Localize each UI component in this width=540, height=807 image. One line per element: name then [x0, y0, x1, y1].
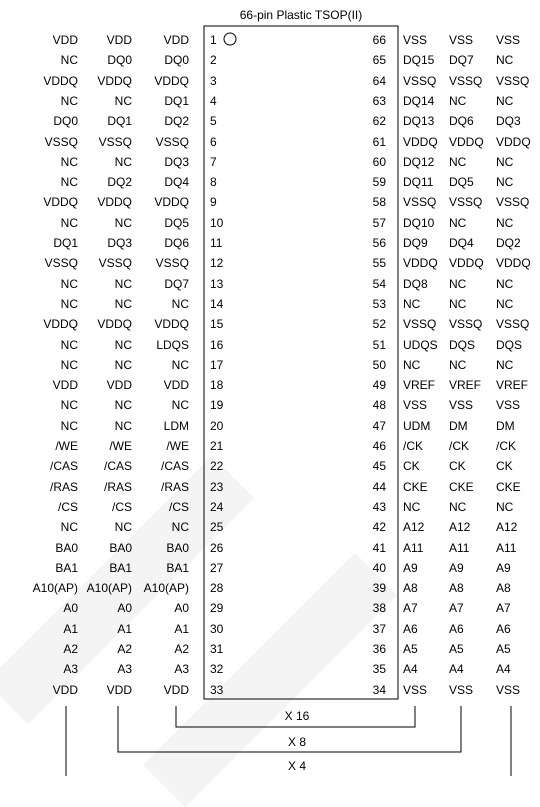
- right-pin-x8-label: A12: [449, 520, 471, 535]
- left-pin-x16-label: VDD: [163, 378, 189, 393]
- left-pin-number: 24: [210, 499, 224, 514]
- left-pin-x4-label: VDDQ: [43, 73, 78, 88]
- right-pin-x16-label: A4: [403, 662, 418, 677]
- right-pin-number: 57: [372, 215, 386, 230]
- left-pin-x8-label: NC: [114, 418, 132, 433]
- left-pin-x8-label: DQ0: [107, 53, 132, 68]
- right-pin-x8-label: A5: [449, 642, 464, 656]
- left-pin-x16-label: A1: [174, 621, 189, 636]
- left-pin-x16-label: NC: [171, 357, 189, 372]
- left-pin-number: 21: [210, 439, 224, 453]
- right-pin-x8-label: DQS: [449, 337, 476, 352]
- left-pin-x8-label: NC: [114, 154, 132, 169]
- right-pin-x4-label: NC: [496, 357, 514, 372]
- left-pin-x4-label: DQ1: [53, 236, 78, 250]
- left-pin-x4-label: NC: [60, 520, 78, 535]
- left-pin-number: 27: [210, 560, 224, 575]
- left-pin-x4-label: NC: [60, 154, 78, 169]
- right-pin-x4-label: VDDQ: [496, 256, 531, 271]
- right-pin-x4-label: A5: [496, 642, 511, 656]
- right-pin-x8-label: VSSQ: [449, 195, 483, 210]
- right-pin-x8-label: NC: [449, 276, 467, 291]
- right-pin-x16-label: A12: [403, 520, 425, 535]
- left-pin-number: 3: [210, 73, 217, 88]
- right-pin-number: 59: [372, 175, 386, 190]
- left-pin-number: 20: [210, 418, 224, 433]
- left-pin-x16-label: A2: [174, 642, 189, 656]
- right-pin-x16-label: NC: [403, 357, 421, 372]
- left-pin-x8-label: DQ2: [107, 175, 132, 190]
- right-pin-x16-label: DQ14: [403, 93, 435, 108]
- left-pin-x8-label: VSSQ: [98, 134, 132, 149]
- right-pin-x8-label: A8: [449, 581, 464, 596]
- right-pin-x8-label: VSSQ: [449, 317, 483, 332]
- right-pin-x4-label: VSS: [496, 398, 521, 413]
- right-pin-number: 50: [372, 357, 386, 372]
- right-pin-x8-label: A7: [449, 601, 464, 616]
- right-pin-x8-label: NC: [449, 357, 467, 372]
- right-pin-x16-label: VREF: [403, 378, 436, 393]
- left-pin-x4-label: A10(AP): [32, 581, 78, 596]
- right-pin-x16-label: /CK: [403, 439, 424, 453]
- right-pin-x16-label: DQ12: [403, 154, 435, 169]
- left-pin-x8-label: /WE: [109, 439, 132, 453]
- right-pin-x16-label: DQ13: [403, 114, 435, 129]
- right-pin-number: 51: [372, 337, 386, 352]
- left-pin-x16-label: DQ0: [164, 53, 189, 68]
- left-pin-x8-label: /CAS: [103, 459, 132, 474]
- right-pin-x16-label: CKE: [403, 479, 428, 494]
- right-pin-x16-label: UDM: [403, 418, 431, 433]
- left-pin-number: 16: [210, 337, 224, 352]
- left-pin-x16-label: DQ4: [164, 175, 189, 190]
- right-pin-number: 41: [372, 540, 386, 555]
- right-pin-x16-label: VSS: [403, 33, 428, 47]
- left-pin-number: 26: [210, 540, 224, 555]
- left-pin-x4-label: NC: [60, 357, 78, 372]
- left-pin-number: 2: [210, 53, 217, 68]
- right-pin-x4-label: VREF: [496, 378, 529, 393]
- left-pin-x4-label: NC: [60, 53, 78, 68]
- left-pin-x4-label: VSSQ: [44, 134, 78, 149]
- right-pin-x8-label: NC: [449, 93, 467, 108]
- left-pin-number: 14: [210, 296, 224, 311]
- right-pin-x4-label: NC: [496, 154, 514, 169]
- left-pin-x8-label: NC: [114, 337, 132, 352]
- right-pin-x8-label: DQ5: [449, 175, 474, 190]
- left-pin-x4-label: NC: [60, 93, 78, 108]
- right-pin-x16-label: DQ15: [403, 53, 435, 68]
- left-pin-x8-label: A3: [117, 662, 132, 677]
- left-pin-number: 6: [210, 134, 217, 149]
- left-pin-x16-label: DQ3: [164, 154, 189, 169]
- left-pin-x16-label: BA0: [166, 540, 189, 555]
- right-pin-x4-label: DQ3: [496, 114, 521, 129]
- right-pin-x4-label: VSS: [496, 33, 521, 47]
- left-pin-x8-label: A10(AP): [86, 581, 132, 596]
- right-pin-x16-label: CK: [403, 459, 420, 474]
- right-pin-x8-label: NC: [449, 296, 467, 311]
- left-pin-x4-label: BA0: [55, 540, 78, 555]
- right-pin-number: 36: [372, 642, 386, 656]
- right-pin-number: 65: [372, 53, 386, 68]
- left-pin-x8-label: A2: [117, 642, 132, 656]
- right-pin-x4-label: CK: [496, 459, 513, 474]
- right-pin-number: 55: [372, 256, 386, 271]
- right-pin-x16-label: A8: [403, 581, 418, 596]
- right-pin-number: 58: [372, 195, 386, 210]
- left-pin-x4-label: VDDQ: [43, 195, 78, 210]
- left-pin-number: 9: [210, 195, 217, 210]
- right-pin-x4-label: VSSQ: [496, 73, 530, 88]
- right-pin-x8-label: VSS: [449, 682, 474, 697]
- left-pin-number: 10: [210, 215, 224, 230]
- left-pin-number: 22: [210, 459, 224, 474]
- left-pin-x4-label: VDD: [52, 682, 78, 697]
- right-pin-number: 56: [372, 236, 386, 250]
- left-pin-x8-label: VDDQ: [97, 317, 132, 332]
- right-pin-number: 37: [372, 621, 386, 636]
- left-pin-x4-label: A0: [63, 601, 78, 616]
- right-pin-x4-label: NC: [496, 175, 514, 190]
- left-pin-x8-label: DQ3: [107, 236, 132, 250]
- left-pin-x4-label: NC: [60, 215, 78, 230]
- right-pin-x8-label: DQ7: [449, 53, 474, 68]
- right-pin-number: 35: [372, 662, 386, 677]
- left-pin-x8-label: A0: [117, 601, 132, 616]
- left-pin-x16-label: /CAS: [160, 459, 189, 474]
- left-pin-number: 8: [210, 175, 217, 190]
- left-pin-x8-label: VSSQ: [98, 256, 132, 271]
- right-pin-x16-label: VSSQ: [403, 317, 437, 332]
- right-pin-number: 40: [372, 560, 386, 575]
- right-pin-x8-label: DQ4: [449, 236, 474, 250]
- left-pin-x4-label: VDD: [52, 33, 78, 47]
- left-pin-x16-label: DQ6: [164, 236, 189, 250]
- right-pin-x8-label: A4: [449, 662, 464, 677]
- left-pin-x4-label: NC: [60, 276, 78, 291]
- left-pin-x16-label: NC: [171, 296, 189, 311]
- left-pin-number: 15: [210, 317, 224, 332]
- right-pin-number: 44: [372, 479, 386, 494]
- right-pin-x8-label: NC: [449, 215, 467, 230]
- left-pin-x8-label: VDD: [106, 378, 132, 393]
- left-pin-x4-label: /CS: [57, 499, 78, 514]
- left-pin-number: 5: [210, 114, 217, 129]
- left-pin-x16-label: A0: [174, 601, 189, 616]
- left-pin-x16-label: DQ1: [164, 93, 189, 108]
- left-pin-x16-label: NC: [171, 398, 189, 413]
- right-pin-x4-label: A9: [496, 560, 511, 575]
- left-pin-x16-label: VDD: [163, 682, 189, 697]
- left-pin-x4-label: VDD: [52, 378, 78, 393]
- right-pin-number: 52: [372, 317, 386, 332]
- right-pin-x16-label: VDDQ: [403, 256, 438, 271]
- left-pin-number: 31: [210, 642, 224, 656]
- left-pin-x8-label: /CS: [111, 499, 132, 514]
- right-pin-number: 46: [372, 439, 386, 453]
- left-pin-number: 29: [210, 601, 224, 616]
- left-pin-x4-label: VDDQ: [43, 317, 78, 332]
- right-pin-x8-label: DQ6: [449, 114, 474, 129]
- left-pin-x16-label: /WE: [166, 439, 189, 453]
- left-pin-x8-label: /RAS: [103, 479, 132, 494]
- left-pin-x16-label: VDD: [163, 33, 189, 47]
- right-pin-x8-label: VDDQ: [449, 256, 484, 271]
- right-pin-x16-label: DQ8: [403, 276, 428, 291]
- left-pin-x8-label: BA0: [109, 540, 132, 555]
- left-pin-x16-label: A10(AP): [143, 581, 189, 596]
- left-pin-x4-label: /CAS: [49, 459, 78, 474]
- right-pin-x4-label: CKE: [496, 479, 521, 494]
- left-pin-x4-label: A2: [63, 642, 78, 656]
- right-pin-x8-label: A11: [449, 540, 470, 555]
- right-pin-x4-label: NC: [496, 499, 514, 514]
- right-pin-number: 60: [372, 154, 386, 169]
- left-pin-number: 17: [210, 357, 224, 372]
- left-pin-x8-label: DQ1: [107, 114, 132, 129]
- right-pin-x8-label: VSS: [449, 33, 474, 47]
- right-pin-x8-label: VDDQ: [449, 134, 484, 149]
- left-pin-x4-label: NC: [60, 418, 78, 433]
- right-pin-x4-label: A6: [496, 621, 511, 636]
- right-pin-number: 54: [372, 276, 386, 291]
- left-pin-x8-label: NC: [114, 398, 132, 413]
- left-pin-x4-label: NC: [60, 175, 78, 190]
- right-pin-x8-label: NC: [449, 154, 467, 169]
- right-pin-x8-label: VSS: [449, 398, 474, 413]
- right-pin-x4-label: VDDQ: [496, 134, 531, 149]
- left-pin-x8-label: VDDQ: [97, 73, 132, 88]
- package-title: 66-pin Plastic TSOP(II): [239, 8, 363, 22]
- right-pin-number: 53: [372, 296, 386, 311]
- right-pin-x4-label: VSSQ: [496, 195, 530, 210]
- left-pin-x8-label: NC: [114, 276, 132, 291]
- left-pin-x16-label: DQ2: [164, 114, 189, 129]
- right-pin-x16-label: A9: [403, 560, 418, 575]
- right-pin-x16-label: VDDQ: [403, 134, 438, 149]
- left-pin-number: 18: [210, 378, 224, 393]
- right-pin-x4-label: A7: [496, 601, 511, 616]
- right-pin-x16-label: NC: [403, 296, 421, 311]
- right-pin-x8-label: VSSQ: [449, 73, 483, 88]
- right-pin-x4-label: NC: [496, 53, 514, 68]
- right-pin-number: 49: [372, 378, 386, 393]
- left-pin-number: 1: [210, 33, 217, 47]
- right-pin-number: 38: [372, 601, 386, 616]
- right-pin-x16-label: VSS: [403, 682, 428, 697]
- left-pin-x8-label: NC: [114, 520, 132, 535]
- left-pin-x4-label: /RAS: [49, 479, 78, 494]
- left-pin-x16-label: VDDQ: [154, 195, 189, 210]
- left-pin-x4-label: NC: [60, 296, 78, 311]
- left-pin-x4-label: A3: [63, 662, 78, 677]
- right-pin-x4-label: DM: [496, 418, 515, 433]
- left-pin-x8-label: NC: [114, 215, 132, 230]
- left-pin-number: 25: [210, 520, 224, 535]
- left-pin-x16-label: BA1: [166, 560, 189, 575]
- left-pin-number: 11: [210, 236, 223, 250]
- right-pin-x16-label: A7: [403, 601, 418, 616]
- left-pin-x16-label: VDDQ: [154, 73, 189, 88]
- right-pin-x4-label: A4: [496, 662, 511, 677]
- left-pin-x16-label: VDDQ: [154, 317, 189, 332]
- right-pin-x4-label: NC: [496, 296, 514, 311]
- right-pin-x4-label: /CK: [496, 439, 517, 453]
- right-pin-x8-label: DM: [449, 418, 468, 433]
- right-pin-x16-label: A11: [403, 540, 424, 555]
- left-pin-x16-label: VSSQ: [155, 256, 189, 271]
- right-pin-x4-label: VSS: [496, 682, 521, 697]
- right-pin-number: 42: [372, 520, 386, 535]
- right-pin-number: 64: [372, 73, 386, 88]
- left-pin-number: 30: [210, 621, 224, 636]
- left-pin-x16-label: /CS: [168, 499, 189, 514]
- left-pin-x16-label: A3: [174, 662, 189, 677]
- right-pin-x16-label: VSSQ: [403, 195, 437, 210]
- left-pin-x8-label: NC: [114, 93, 132, 108]
- left-pin-x4-label: BA1: [55, 560, 78, 575]
- left-pin-x16-label: LDQS: [156, 337, 189, 352]
- label-x16: X 16: [284, 709, 310, 723]
- left-pin-number: 28: [210, 581, 224, 596]
- right-pin-x4-label: A12: [496, 520, 518, 535]
- right-pin-x8-label: /CK: [449, 439, 470, 453]
- right-pin-x4-label: DQS: [496, 337, 523, 352]
- left-pin-number: 7: [210, 154, 217, 169]
- right-pin-x4-label: DQ2: [496, 236, 521, 250]
- left-pin-number: 23: [210, 479, 224, 494]
- left-pin-x16-label: DQ7: [164, 276, 189, 291]
- right-pin-x16-label: DQ10: [403, 215, 435, 230]
- right-pin-x16-label: A6: [403, 621, 418, 636]
- right-pin-x16-label: A5: [403, 642, 418, 656]
- left-pin-number: 32: [210, 662, 224, 677]
- right-pin-x4-label: NC: [496, 215, 514, 230]
- right-pin-number: 47: [372, 418, 386, 433]
- right-pin-x8-label: CK: [449, 459, 466, 474]
- left-pin-x16-label: VSSQ: [155, 134, 189, 149]
- left-pin-x8-label: NC: [114, 357, 132, 372]
- left-pin-x16-label: LDM: [163, 418, 189, 433]
- left-pin-number: 12: [210, 256, 224, 271]
- right-pin-x16-label: UDQS: [403, 337, 438, 352]
- left-pin-x16-label: DQ5: [164, 215, 189, 230]
- right-pin-number: 45: [372, 459, 386, 474]
- left-pin-x4-label: A1: [63, 621, 78, 636]
- right-pin-x16-label: VSSQ: [403, 73, 437, 88]
- left-pin-x8-label: NC: [114, 296, 132, 311]
- label-x8: X 8: [287, 735, 306, 749]
- right-pin-x8-label: A6: [449, 621, 464, 636]
- right-pin-x4-label: A11: [496, 540, 517, 555]
- right-pin-x8-label: CKE: [449, 479, 474, 494]
- right-pin-x16-label: VSS: [403, 398, 428, 413]
- right-pin-x8-label: A9: [449, 560, 464, 575]
- right-pin-x8-label: VREF: [449, 378, 482, 393]
- right-pin-x16-label: DQ11: [403, 175, 434, 190]
- left-pin-x16-label: /RAS: [160, 479, 189, 494]
- left-pin-x8-label: VDD: [106, 682, 132, 697]
- left-pin-x16-label: NC: [171, 520, 189, 535]
- left-pin-x8-label: A1: [117, 621, 132, 636]
- right-pin-number: 61: [372, 134, 386, 149]
- right-pin-x8-label: NC: [449, 499, 467, 514]
- right-pin-number: 62: [372, 114, 386, 129]
- right-pin-x16-label: NC: [403, 499, 421, 514]
- left-pin-x4-label: VSSQ: [44, 256, 78, 271]
- left-pin-x8-label: VDDQ: [97, 195, 132, 210]
- left-pin-x4-label: NC: [60, 398, 78, 413]
- right-pin-number: 39: [372, 581, 386, 596]
- right-pin-number: 34: [372, 682, 386, 697]
- left-pin-number: 13: [210, 276, 224, 291]
- right-pin-x4-label: VSSQ: [496, 317, 530, 332]
- right-pin-x4-label: NC: [496, 276, 514, 291]
- label-x4: X 4: [287, 759, 306, 773]
- right-pin-x4-label: A8: [496, 581, 511, 596]
- right-pin-number: 43: [372, 499, 386, 514]
- right-pin-number: 66: [372, 33, 386, 47]
- right-pin-number: 48: [372, 398, 386, 413]
- left-pin-x4-label: DQ0: [53, 114, 78, 129]
- left-pin-number: 4: [210, 93, 217, 108]
- left-pin-number: 33: [210, 682, 224, 697]
- left-pin-x8-label: BA1: [109, 560, 132, 575]
- right-pin-x16-label: DQ9: [403, 236, 428, 250]
- left-pin-x4-label: /WE: [55, 439, 78, 453]
- left-pin-number: 19: [210, 398, 224, 413]
- left-pin-x8-label: VDD: [106, 33, 132, 47]
- right-pin-number: 63: [372, 93, 386, 108]
- right-pin-x4-label: NC: [496, 93, 514, 108]
- left-pin-x4-label: NC: [60, 337, 78, 352]
